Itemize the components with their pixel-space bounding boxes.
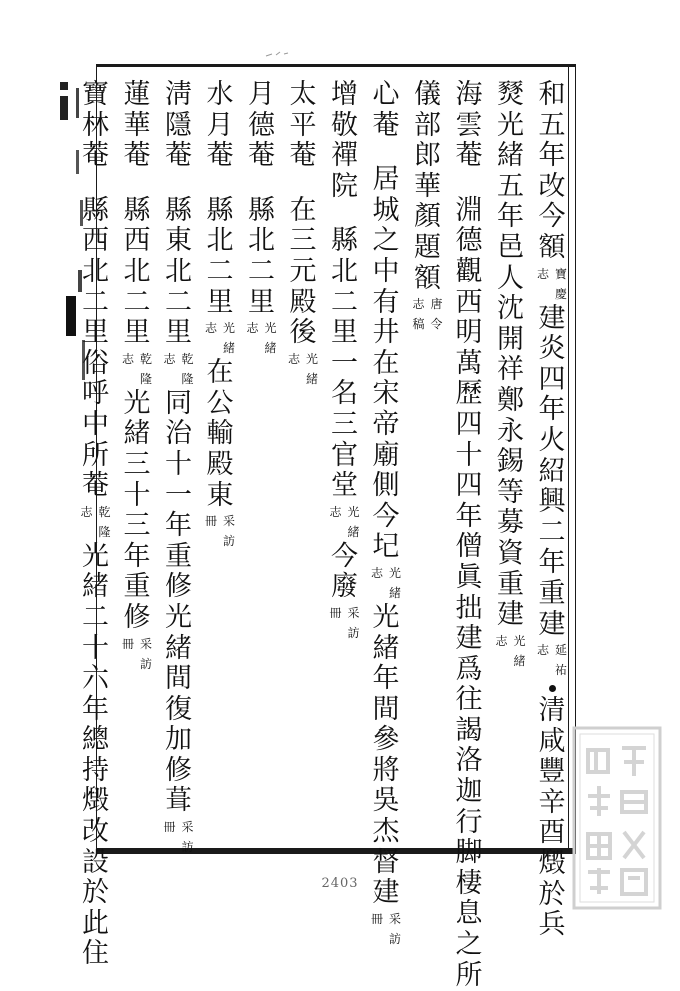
page-number: 2403	[321, 876, 359, 891]
text-column: 燹 光 緒 五 年 邑 人 沈 開 祥 鄭 永 錫 等 募 資 重 建 光 志 緒	[495, 79, 526, 668]
text-column: 水 月 菴 縣 北 二 里 光 志 緒 在 公 輸 殿 東 采 冊 訪	[204, 79, 235, 549]
text-column: 淸 隱 菴 縣 東 北 二 里 乾 志 隆 同 治 十 一 年 重 修 光 緒 間 復 加 修 葺 采 冊 訪	[163, 79, 194, 855]
text-column: 增 敬 禪 院 縣 北 二 里 一 名 三 官 堂 光 志 緒 今 廢 采 冊 訪	[329, 79, 360, 640]
library-seal-stamp	[566, 722, 666, 914]
text-column: 和 五 年 改 今 額 寶 志 慶 建 炎 四 年 火 紹 興 二 年 重 建 延 志 祐 清 咸 豐 辛 酉 燬 於 兵	[532, 80, 572, 941]
text-column: 心 菴 居 城 之 中 有 井 在 宋 帝 廟 側 今 圮 光 志 緒 光 緒 年 間 參 將 吳 杰 督 建 采 冊 訪	[370, 79, 401, 946]
smudge-mark	[262, 48, 292, 60]
text-column: 月 德 菴 縣 北 二 里 光 志 緒	[246, 79, 277, 356]
text-column: 海 雲 菴 淵 德 觀 西 明 萬 歷 四 十 四 年 僧 眞 拙 建 爲 往 謁 洛 迦 行 脚 棲 息 之 所	[455, 79, 483, 991]
text-column: 寶 林 菴 縣 西 北 二 里 俗 呼 中 所 菴 乾 志 隆 光 緒 二 十 六 年 總 持 燬 改 設 於 此 住	[80, 79, 111, 970]
text-column: 蓮 華 菴 縣 西 北 二 里 乾 志 隆 光 緒 三 十 三 年 重 修 采 冊 訪	[121, 79, 152, 671]
text-column: 儀 部 郎 華 顏 題 額 唐 志 令 稿	[412, 79, 443, 332]
separator-dot	[532, 680, 572, 696]
text-column: 太 平 菴 在 三 元 殿 後 光 志 緒	[287, 79, 318, 386]
